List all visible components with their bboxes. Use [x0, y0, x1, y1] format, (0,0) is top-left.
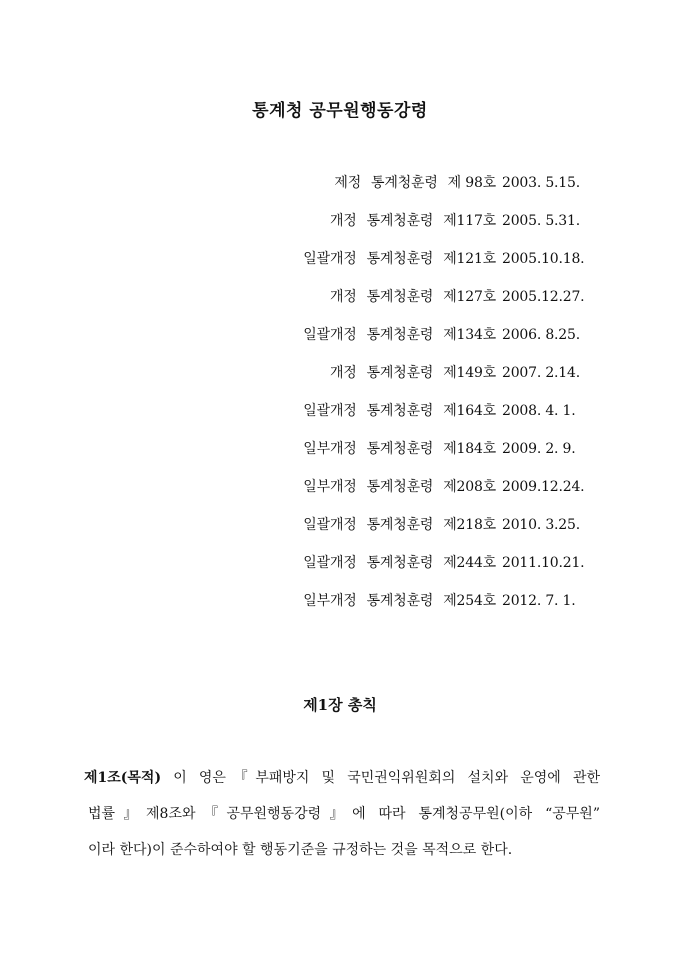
- history-number: 제208호: [443, 479, 496, 495]
- article-1: [84, 760, 600, 868]
- history-row: [178, 550, 598, 588]
- history-type: 개정: [329, 213, 357, 229]
- history-org: 통계청훈령: [366, 441, 434, 457]
- history-type: 일괄개정: [303, 517, 357, 533]
- history-type: 일괄개정: [303, 403, 357, 419]
- history-row: [178, 474, 598, 512]
- history-org: 통계청훈령: [371, 175, 438, 191]
- history-number: 제164호: [443, 403, 496, 419]
- history-type: 일부개정: [303, 479, 357, 495]
- history-org: 통계청훈령: [366, 327, 434, 343]
- history-type: 일괄개정: [303, 327, 357, 343]
- history-number: 제254호: [443, 593, 496, 609]
- history-date: 2007. 2.14.: [502, 365, 580, 381]
- history-date: 2008. 4. 1.: [502, 403, 576, 419]
- history-row: [178, 246, 598, 284]
- history-date: 2009.12.24.: [502, 479, 585, 495]
- history-row: [178, 512, 598, 550]
- history-type: 일부개정: [303, 593, 357, 609]
- history-date: 2012. 7. 1.: [502, 593, 576, 609]
- history-row: [178, 284, 598, 322]
- history-row: [178, 436, 598, 474]
- history-number: 제121호: [443, 251, 496, 267]
- history-number: 제117호: [443, 213, 496, 229]
- history-date: 2005. 5.31.: [502, 213, 580, 229]
- history-row: [178, 360, 598, 398]
- history-number: 제127호: [443, 289, 496, 305]
- history-number: 제 98호: [447, 175, 496, 191]
- history-date: 2009. 2. 9.: [502, 441, 576, 457]
- history-number: 제244호: [443, 555, 496, 571]
- history-date: 2003. 5.15.: [502, 175, 580, 191]
- article-1-line-1: [84, 760, 600, 796]
- history-org: 통계청훈령: [366, 479, 434, 495]
- history-org: 통계청훈령: [366, 555, 434, 571]
- chapter-title: 제1장 총칙: [303, 696, 377, 714]
- history-date: 2005.12.27.: [502, 289, 585, 305]
- history-row: [178, 208, 598, 246]
- history-row: [178, 170, 598, 208]
- history-date: 2005.10.18.: [502, 251, 585, 267]
- history-number: 제184호: [443, 441, 496, 457]
- revision-history: [178, 170, 598, 626]
- history-date: 2010. 3.25.: [502, 517, 580, 533]
- history-type: 일괄개정: [303, 555, 357, 571]
- document-title: 통계청 공무원행동강령: [252, 101, 428, 121]
- history-row: [178, 322, 598, 360]
- history-row: [178, 588, 598, 626]
- article-1-heading: 제1조(목적): [84, 770, 162, 786]
- history-number: 제149호: [443, 365, 496, 381]
- history-date: 2011.10.21.: [502, 555, 585, 571]
- history-type: 개정: [329, 289, 357, 305]
- history-number: 제218호: [443, 517, 496, 533]
- history-org: 통계청훈령: [366, 403, 434, 419]
- history-org: 통계청훈령: [366, 517, 434, 533]
- history-org: 통계청훈령: [366, 289, 434, 305]
- history-row: [178, 398, 598, 436]
- article-1-line-2: 법률』제8조와『공무원행동강령』에 따라 통계청공무원(이하 “공무원”: [88, 806, 600, 822]
- history-org: 통계청훈령: [366, 251, 434, 267]
- history-number: 제134호: [443, 327, 496, 343]
- history-type: 제정: [334, 175, 362, 191]
- history-org: 통계청훈령: [366, 593, 434, 609]
- history-org: 통계청훈령: [366, 365, 434, 381]
- history-type: 일부개정: [303, 441, 357, 457]
- history-org: 통계청훈령: [366, 213, 434, 229]
- article-1-text-1: 이 영은『부패방지 및 국민권익위원회의 설치와 운영에 관한: [173, 770, 600, 786]
- history-type: 개정: [329, 365, 357, 381]
- history-type: 일괄개정: [303, 251, 357, 267]
- article-1-line-3: 이라 한다)이 준수하여야 할 행동기준을 규정하는 것을 목적으로 한다.: [88, 842, 513, 858]
- history-date: 2006. 8.25.: [502, 327, 580, 343]
